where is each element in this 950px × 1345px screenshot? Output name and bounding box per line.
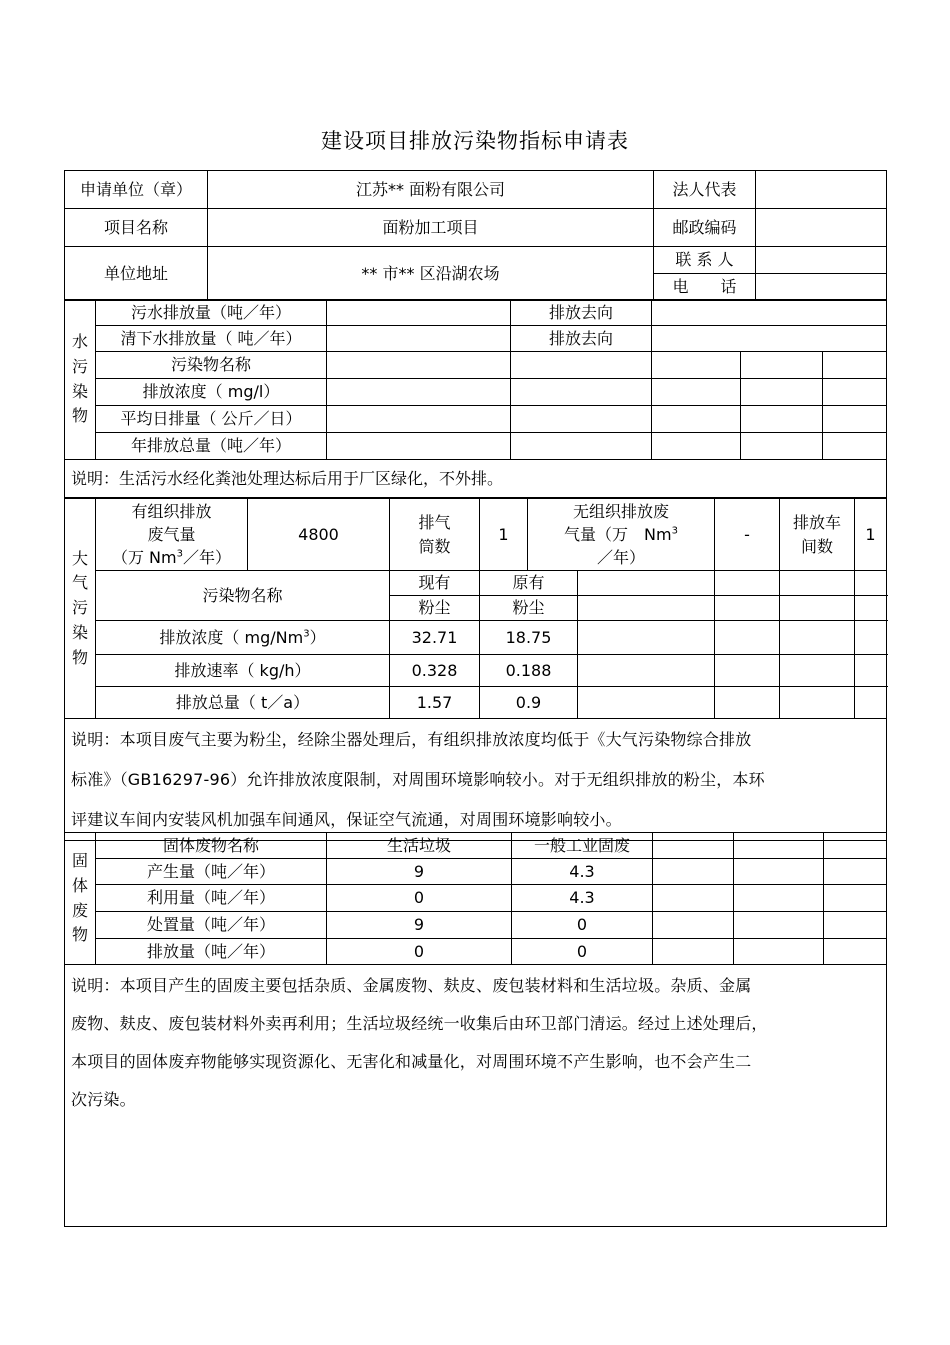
- water-cell: [652, 379, 741, 406]
- organized-label-line3: （万 Nm: [111, 548, 177, 568]
- clean-dest-value: [652, 326, 887, 352]
- clean-water-value: [327, 326, 511, 352]
- water-cell: [652, 433, 741, 460]
- solid-row-label: 处置量（吨／年）: [96, 912, 327, 939]
- solid-empty-cell: [653, 859, 734, 885]
- form-title: 建设项目排放污染物指标申请表: [321, 129, 629, 153]
- solid-empty-cell: [734, 833, 824, 859]
- air-value-current: 0.328: [390, 655, 480, 687]
- water-row-label: 污染物名称: [96, 352, 327, 379]
- air-category-label: [65, 499, 96, 719]
- stacks-label-line1: 排气: [418, 512, 451, 532]
- air-empty-cell: [715, 571, 780, 596]
- applicant-label: 申请单位（章）: [65, 171, 208, 209]
- water-cell: [823, 352, 887, 379]
- air-empty-cell: [578, 687, 715, 719]
- air-row-label: 排放总量（ t／a）: [96, 687, 390, 719]
- legal-rep-value: [756, 171, 887, 209]
- organized-label-line4: ／年）: [183, 548, 232, 568]
- air-empty-cell: [780, 621, 855, 655]
- water-category-text: 水污染物: [72, 331, 89, 426]
- solid-value-domestic: 0: [327, 939, 512, 965]
- air-empty-cell: [715, 621, 780, 655]
- air-empty-cell: [715, 687, 780, 719]
- solid-empty-cell: [824, 912, 887, 939]
- stacks-label-line2: 筒数: [418, 536, 451, 556]
- unorganized-label-sup: 3: [671, 525, 678, 537]
- solid-note-line: 废物、麸皮、废包装材料外卖再利用；生活垃圾经统一收集后由环卫部门清运。经过上述处理后，: [71, 1014, 768, 1033]
- air-empty-cell: [855, 655, 887, 687]
- unorganized-value: -: [715, 499, 780, 571]
- air-empty-cell: [780, 596, 855, 621]
- air-value-original: 0.9: [480, 687, 578, 719]
- air-col1-top: 现有: [390, 571, 480, 596]
- air-empty-cell: [578, 621, 715, 655]
- organized-label: [96, 499, 248, 571]
- air-pollutant-name-label: 污染物名称: [96, 571, 390, 621]
- unorganized-label-line2: 气量（万 Nm: [564, 524, 672, 544]
- air-row-label: 排放速率（ kg/h）: [96, 655, 390, 687]
- solid-row-label: 产生量（吨／年）: [96, 859, 327, 885]
- air-empty-cell: [855, 596, 887, 621]
- solid-waste-table: [64, 832, 887, 1227]
- water-cell: [327, 406, 511, 433]
- unorganized-label-line3: ／年）: [596, 548, 645, 568]
- postcode-value: [756, 209, 887, 247]
- workshops-value: 1: [855, 499, 887, 571]
- applicant-value: 江苏** 面粉有限公司: [208, 171, 654, 209]
- solid-category-label: [65, 833, 96, 965]
- sewage-value: [327, 300, 511, 326]
- solid-row-label: 排放量（吨／年）: [96, 939, 327, 965]
- contact-value: [756, 247, 887, 274]
- solid-category-text: 固体废物: [72, 850, 89, 945]
- air-note: [65, 719, 887, 841]
- water-cell: [327, 352, 511, 379]
- legal-rep-label: 法人代表: [654, 171, 756, 209]
- workshops-label-line2: 间数: [800, 536, 833, 556]
- unorganized-label-line1: 无组织排放废: [572, 501, 669, 521]
- air-row-label-text: 排放浓度（ mg/Nm: [159, 627, 304, 647]
- solid-empty-cell: [653, 833, 734, 859]
- postcode-label: 邮政编码: [654, 209, 756, 247]
- contact-label: 联 系 人: [654, 247, 756, 274]
- solid-value-domestic: 9: [327, 912, 512, 939]
- water-cell: [823, 433, 887, 460]
- solid-value-domestic: 9: [327, 859, 512, 885]
- sewage-dest-label: 排放去向: [511, 300, 652, 326]
- air-value-original: 0.188: [480, 655, 578, 687]
- air-empty-cell: [855, 621, 887, 655]
- solid-empty-cell: [734, 912, 824, 939]
- air-empty-cell: [578, 655, 715, 687]
- water-note: 说明：生活污水经化粪池处理达标后用于厂区绿化，不外排。: [65, 460, 887, 498]
- applicant-table: [64, 170, 887, 301]
- air-empty-cell: [855, 687, 887, 719]
- solid-empty-cell: [734, 859, 824, 885]
- clean-dest-label: 排放去向: [511, 326, 652, 352]
- air-category-text: 大气污染物: [72, 548, 89, 667]
- solid-empty-cell: [734, 885, 824, 912]
- solid-empty-cell: [653, 939, 734, 965]
- phone-value: [756, 274, 887, 301]
- workshops-label-line1: 排放车: [792, 512, 841, 532]
- solid-row-label: 利用量（吨／年）: [96, 885, 327, 912]
- solid-note-line: 次污染。: [71, 1090, 136, 1109]
- air-value-current: 1.57: [390, 687, 480, 719]
- solid-value-domestic: 0: [327, 885, 512, 912]
- solid-value-industrial: 0: [512, 939, 653, 965]
- water-cell: [823, 406, 887, 433]
- water-category-label: [65, 300, 96, 460]
- solid-col2-header: 一般工业固废: [512, 833, 653, 859]
- air-row-label-sup: 3: [303, 628, 310, 640]
- water-cell: [823, 379, 887, 406]
- solid-empty-cell: [824, 859, 887, 885]
- organized-label-line1: 有组织排放: [131, 501, 212, 521]
- project-name-label: 项目名称: [65, 209, 208, 247]
- air-note-line: 评建议车间内安装风机加强车间通风，保证空气流通，对周围环境影响较小。: [71, 810, 622, 829]
- air-empty-cell: [780, 655, 855, 687]
- air-row-label: [96, 621, 390, 655]
- workshops-label: [780, 499, 855, 571]
- water-cell: [652, 406, 741, 433]
- organized-label-sup: 3: [176, 548, 183, 560]
- water-row-label: 年排放总量（吨／年）: [96, 433, 327, 460]
- water-row-label: 排放浓度（ mg/l）: [96, 379, 327, 406]
- water-cell: [511, 379, 652, 406]
- water-pollutant-table: [64, 299, 887, 498]
- project-name-value: 面粉加工项目: [208, 209, 654, 247]
- air-note-line: 说明：本项目废气主要为粉尘，经除尘器处理后，有组织排放浓度均低于《大气污染物综合排放: [71, 730, 752, 749]
- air-empty-cell: [855, 571, 887, 596]
- air-empty-cell: [578, 571, 715, 596]
- stacks-label: [390, 499, 480, 571]
- solid-header-label: 固体废物名称: [96, 833, 327, 859]
- solid-value-industrial: 0: [512, 912, 653, 939]
- air-pollutant-table: [64, 498, 887, 841]
- water-cell: [511, 406, 652, 433]
- air-col1-bottom: 粉尘: [390, 596, 480, 621]
- water-cell: [652, 352, 741, 379]
- solid-empty-cell: [653, 912, 734, 939]
- solid-empty-cell: [824, 833, 887, 859]
- air-empty-cell: [780, 571, 855, 596]
- air-note-line: 标准》（GB16297-96）允许排放浓度限制，对周围环境影响较小。对于无组织排放的粉尘，本环: [71, 770, 765, 789]
- phone-label: 电 话: [654, 274, 756, 301]
- solid-note: [65, 965, 887, 1227]
- solid-col1-header: 生活垃圾: [327, 833, 512, 859]
- solid-note-line: 说明：本项目产生的固废主要包括杂质、金属废物、麸皮、废包装材料和生活垃圾。杂质、金属: [71, 976, 752, 995]
- air-empty-cell: [715, 655, 780, 687]
- air-col2-top: 原有: [480, 571, 578, 596]
- air-empty-cell: [715, 596, 780, 621]
- water-cell: [327, 433, 511, 460]
- water-cell: [741, 352, 823, 379]
- water-cell: [741, 379, 823, 406]
- sewage-dest-value: [652, 300, 887, 326]
- organized-value: 4800: [248, 499, 390, 571]
- solid-empty-cell: [653, 885, 734, 912]
- clean-water-label: 清下水排放量（ 吨／年）: [96, 326, 327, 352]
- water-cell: [741, 406, 823, 433]
- solid-note-line: 本项目的固体废弃物能够实现资源化、无害化和减量化，对周围环境不产生影响，也不会产生二: [71, 1052, 752, 1071]
- air-value-original: 18.75: [480, 621, 578, 655]
- air-row-label-end: ）: [309, 627, 326, 647]
- address-label: 单位地址: [65, 247, 208, 301]
- air-empty-cell: [578, 596, 715, 621]
- air-value-current: 32.71: [390, 621, 480, 655]
- air-empty-cell: [780, 687, 855, 719]
- water-cell: [327, 379, 511, 406]
- solid-empty-cell: [734, 939, 824, 965]
- stacks-value: 1: [480, 499, 528, 571]
- solid-empty-cell: [824, 885, 887, 912]
- unorganized-label: [528, 499, 715, 571]
- solid-value-industrial: 4.3: [512, 859, 653, 885]
- water-row-label: 平均日排量（ 公斤／日）: [96, 406, 327, 433]
- water-cell: [741, 433, 823, 460]
- air-col2-bottom: 粉尘: [480, 596, 578, 621]
- sewage-label: 污水排放量（吨／年）: [96, 300, 327, 326]
- water-cell: [511, 433, 652, 460]
- water-cell: [511, 352, 652, 379]
- solid-value-industrial: 4.3: [512, 885, 653, 912]
- organized-label-line2: 废气量: [147, 524, 196, 544]
- address-value: ** 市** 区沿湖农场: [208, 247, 654, 301]
- solid-empty-cell: [824, 939, 887, 965]
